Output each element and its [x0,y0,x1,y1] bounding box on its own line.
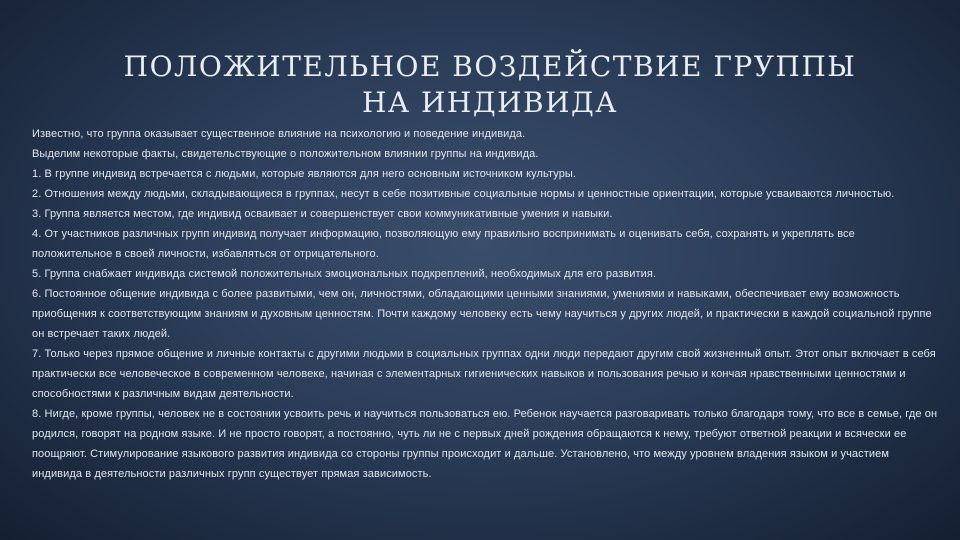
slide-title-line-2: НА ИНДИВИДА [361,85,618,119]
paragraph-point-4: 4. От участников различных групп индивид получает информацию, позволяющую ему правильно воспринимать и оценивать себя, сохранять и укреплять все положительное в своей личности, избавляться от отрицательного. [32,228,855,260]
slide-title [60,49,920,121]
paragraph-point-5: 5. Группа снабжает индивида системой положительных эмоциональных подкреплений, необходимых для его развития. [32,268,657,280]
paragraph-facts-intro: Выделим некоторые факты, свидетельствующие о положительном влиянии группы на индивида. [32,148,539,160]
paragraph-point-3: 3. Группа является местом, где индивид осваивает и совершенствует свои коммуникативные умения и навыки. [32,208,613,220]
slide-body [32,124,938,484]
paragraph-intro: Известно, что группа оказывает существенное влияние на психологию и поведение индивида. [32,128,526,140]
paragraph-point-7: 7. Только через прямое общение и личные контакты с другими людьми в социальных группах одни люди передают другим свой жизненный опыт. Этот опыт включает в себя практически все человеческое в современном человеке, начиная с элементарных гигиенических навыков и пользования речью и кончая нравственными ценностями и способностями к различным видам деятельности. [32,348,936,400]
paragraph-point-8: 8. Нигде, кроме группы, человек не в состоянии усвоить речь и научиться пользоваться ею. Ребенок научается разговаривать только благодаря тому, что все в семье, где он родился, говорят на родном языке. И не просто говорят, а постоянно, чуть ли не с первых дней рождения обращаются к нему, требуют ответной реакции и всячески ее поощряют. Стимулирование языкового развития индивида со стороны группы происходит и дальше. Установлено, что между уровнем владения языком и участием индивида в деятельности различных групп существует прямая зависимость. [32,408,938,480]
paragraph-point-2: 2. Отношения между людьми, складывающиеся в группах, несут в себе позитивные социальные нормы и ценностные ориентации, которые усваиваются личностью. [32,188,895,200]
slide-title-line-1: ПОЛОЖИТЕЛЬНОЕ ВОЗДЕЙСТВИЕ ГРУППЫ [123,49,857,83]
paragraph-point-6: 6. Постоянное общение индивида с более развитыми, чем он, личностями, обладающими ценными знаниями, умениями и навыками, обеспечивает ему возможность приобщения к соответствующим знаниям и духовным ценностям. Почти каждому человеку есть чему научиться у других людей, и практически в каждой социальной группе он встречает таких людей. [32,288,932,340]
paragraph-point-1: 1. В группе индивид встречается с людьми, которые являются для него основным источником культуры. [32,168,577,180]
